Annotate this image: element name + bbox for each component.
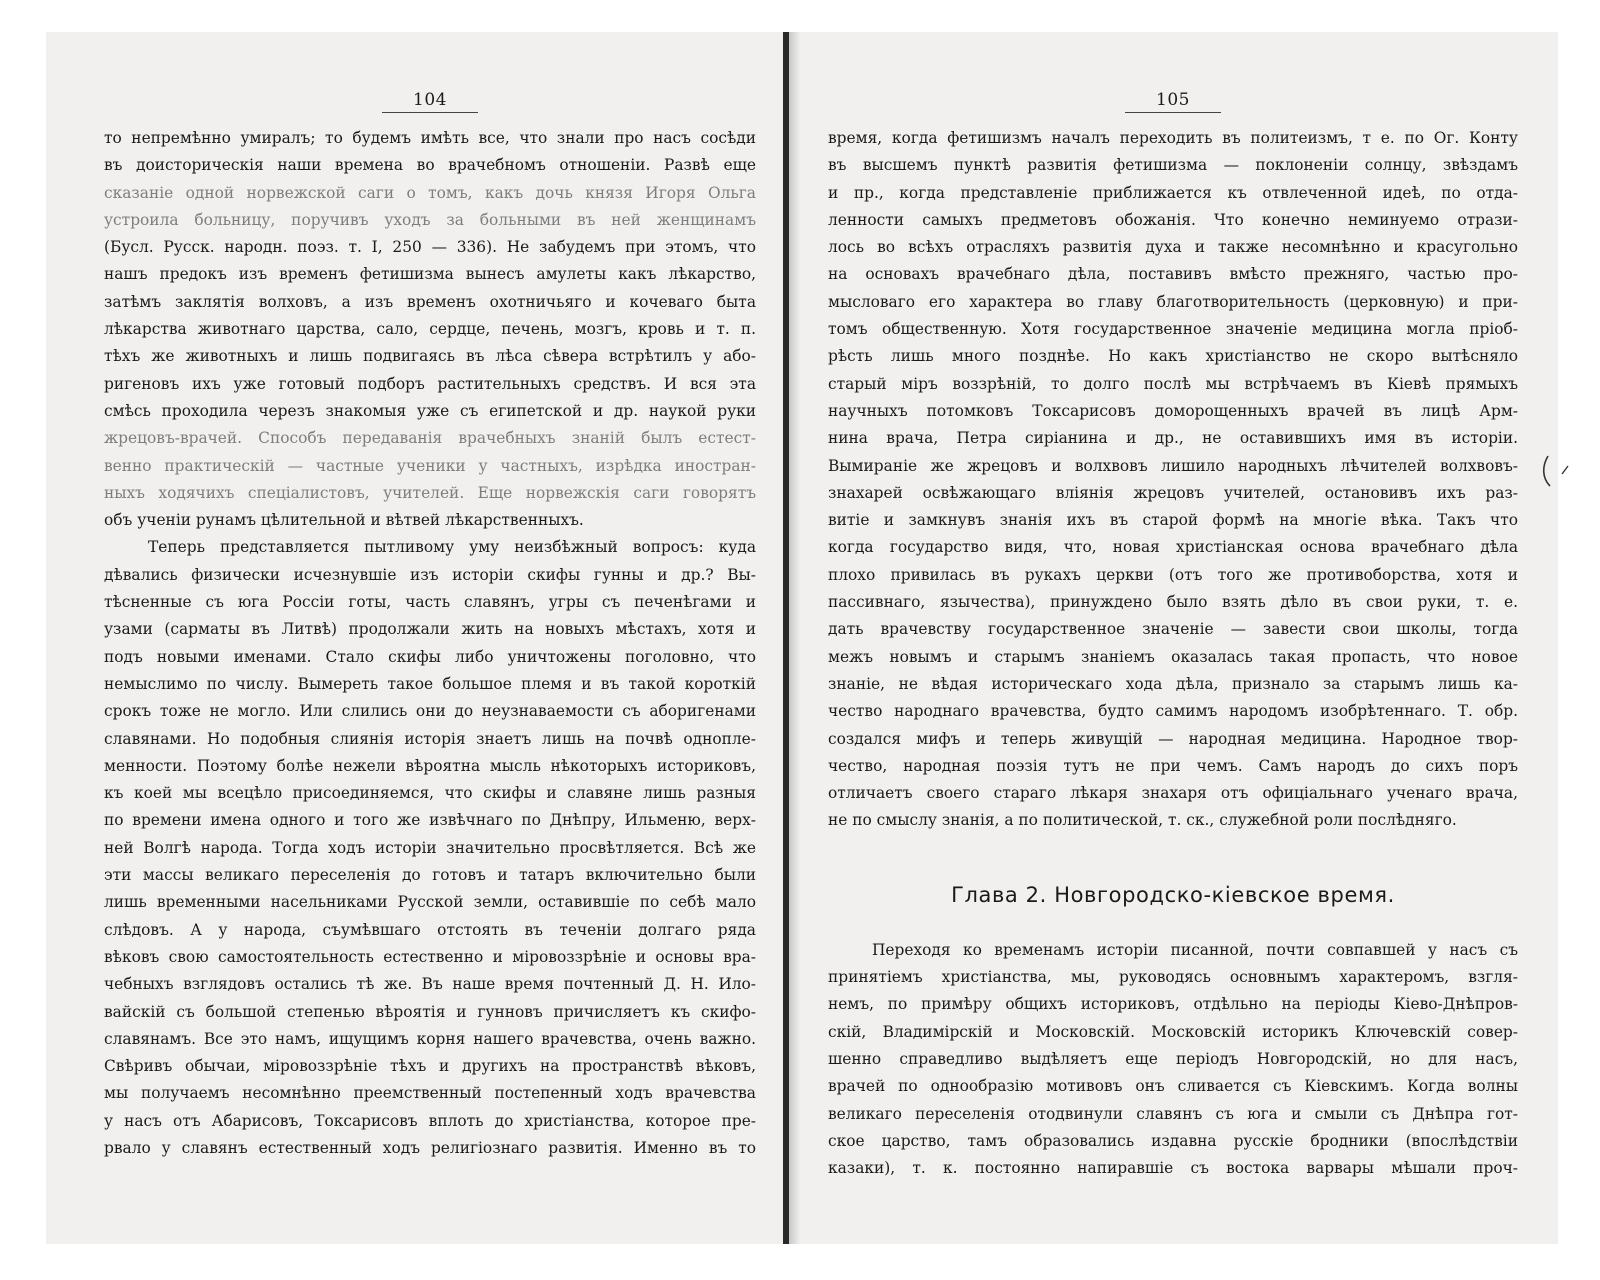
chapter-heading: Глава 2. Новгородско-кіевское время. [951, 882, 1395, 907]
text-line: мы получаемъ несомнѣнно преемственный постепенный ходъ врачевства [104, 1084, 756, 1103]
page-number-rule-right [1125, 112, 1221, 113]
left-page [46, 32, 784, 1244]
text-line: создался мифъ и теперь живущій — народная медицина. Народное твор- [828, 729, 1518, 748]
page-number-left: 104 [413, 90, 447, 110]
text-line: вайскій съ большой степенью вѣроятія и гунновъ причисляетъ къ скифо- [104, 1002, 756, 1021]
text-line: по времени имена одного и того же извѣчнаго по Днѣпру, Ильменю, верх- [104, 811, 756, 830]
text-line: слѣдовъ. А у народа, съумѣвшаго отстоять въ теченіи долгаго ряда [104, 920, 756, 939]
text-line: нашъ предокъ изъ временъ фетишизма вынесъ амулеты какъ лѣкарство, [104, 265, 756, 284]
text-line: объ ученіи рунамъ цѣлительной и вѣтвей лѣкарственныхъ. [104, 511, 584, 530]
text-line: срокъ тоже не могло. Или слились они до неузнаваемости съ аборигенами [104, 702, 756, 721]
handwritten-margin-mark [1536, 452, 1576, 492]
text-line: узами (сарматы въ Литвѣ) продолжали жить на новыхъ мѣстахъ, хотя и [104, 620, 756, 639]
text-line: межъ новымъ и старымъ знаніемъ оказалась такая пропасть, что новое [828, 647, 1518, 666]
text-line: венно практическій — частные ученики у частныхъ, изрѣдка иностран- [104, 456, 756, 475]
text-line: у насъ отъ Абарисовъ, Токсарисовъ вплоть до христіанства, которое пре- [104, 1111, 756, 1130]
text-line: чество народнаго врачевства, будто самимъ народомъ изобрѣтеннаго. Т. обр. [828, 702, 1518, 721]
text-line: славянамъ. Все это намъ, ищущимъ корня нашего врачевства, очень важно. [104, 1029, 756, 1048]
text-line: принятіемъ христіанства, мы, руководясь основнымъ характеромъ, взгля- [828, 968, 1518, 987]
text-line: устроила больницу, поручивъ уходъ за больными въ ней женщинамъ [104, 210, 756, 229]
text-line: ней Волгѣ народа. Тогда ходъ исторіи значительно просвѣтляется. Всѣ же [104, 838, 756, 857]
text-line: рѣсть лишь много позднѣе. Но какъ христіанство не скоро вытѣсняло [828, 347, 1518, 366]
text-line: казаки), т. к. постоянно напиравшіе съ востока варвары мѣшали проч- [828, 1159, 1518, 1178]
text-line: научныхъ потомковъ Токсарисовъ доморощенныхъ врачей въ лицѣ Арм- [828, 401, 1518, 420]
text-line: (Бусл. Русск. народн. поэз. т. I, 250 — 336). Не забудемъ при этомъ, что [104, 238, 756, 257]
text-line: менности. Поэтому болѣе нежели вѣроятна мысль нѣкоторыхъ историковъ, [104, 756, 756, 775]
text-line: жрецовъ-врачей. Способъ передаванія врачебныхъ знаній былъ естест- [104, 429, 756, 448]
text-line: скій, Владимірскій и Московскій. Московскій историкъ Ключевскій совер- [828, 1022, 1518, 1041]
text-line: въ высшемъ пунктѣ развитія фетишизма — поклоненіи солнцу, звѣздамъ [828, 156, 1518, 175]
text-line: Вымираніе же жрецовъ и волхвовъ лишило народныхъ лѣчителей волхвовъ- [828, 456, 1518, 475]
text-line: немъ, по примѣру общихъ историковъ, отдѣльно на періоды Кіево-Днѣпров- [828, 995, 1518, 1014]
text-line: лишь временными насельниками Русской земли, оставившіе по себѣ мало [104, 893, 756, 912]
text-line: ское царство, тамъ образовались издавна русскіе бродники (впослѣдствіи [828, 1131, 1518, 1150]
text-line: чебныхъ взглядовъ остались тѣ же. Въ наше время почтенный Д. Н. Ило- [104, 975, 756, 994]
text-line: тѣсненные съ юга Россіи готы, часть славянъ, угры съ печенѣгами и [104, 593, 756, 612]
page-number-right: 105 [1156, 90, 1190, 110]
text-line: то непремѣнно умиралъ; то будемъ имѣть все, что знали про насъ сосѣди [104, 129, 756, 147]
text-line: нина врача, Петра сиріанина и др., не оставившихъ имя въ исторіи. [828, 429, 1518, 448]
text-line: старый міръ воззрѣній, то долго послѣ мы встрѣчаемъ въ Кіевѣ прямыхъ [828, 374, 1518, 393]
text-line: затѣмъ заклятія волховъ, а изъ временъ охотничьяго и кочеваго быта [104, 292, 756, 311]
text-line: чество, народная поэзія тутъ не при чемъ. Самъ народъ до сихъ поръ [828, 756, 1518, 775]
text-line: дать врачевству государственное значеніе — завести свои школы, тогда [828, 620, 1518, 639]
text-line: дѣвались физически исчезнувшіе изъ исторіи скифы гунны и др.? Вы- [104, 565, 756, 584]
text-line: знаніе, не вѣдая историческаго хода дѣла, признало за старымъ лишь ка- [828, 674, 1518, 693]
text-line: время, когда фетишизмъ началъ переходить въ политеизмъ, т е. по Ог. Конту [828, 129, 1518, 147]
page-number-rule-left [382, 112, 478, 113]
text-line: великаго переселенія отодвинули славянъ съ юга и смыли съ Днѣпра гот- [828, 1104, 1518, 1123]
right-page-body-top [828, 125, 1518, 835]
text-line: сказаніе одной норвежской саги о томъ, какъ дочь князя Игоря Ольга [104, 183, 756, 202]
text-line: рвало у славянъ естественный ходъ религіознаго развитія. Именно въ то [104, 1138, 756, 1157]
text-line: не по смыслу знанія, а по политической, т. ск., служебной роли послѣдняго. [828, 811, 1457, 830]
text-line: плохо привилась въ рукахъ церкви (отъ того же противоборства, хотя и [828, 565, 1518, 584]
text-line: лось во всѣхъ отрасляхъ развитія духа и также несомнѣнно и красугольно [828, 238, 1518, 257]
text-line: ригеновъ ихъ уже готовый подборъ растительныхъ средствъ. И вся эта [104, 374, 756, 393]
text-line: Теперь представляется пытливому уму неизбѣжный вопросъ: куда [148, 538, 756, 557]
text-line: Свѣривъ обычаи, міровоззрѣніе тѣхъ и другихъ на пространствѣ вѣковъ, [104, 1057, 756, 1076]
text-line: шенно справедливо выдѣляетъ еще періодъ Новгородскій, но для насъ, [828, 1049, 1518, 1068]
text-line: вѣковъ свою самостоятельность естественно и міровоззрѣніе и основы вра- [104, 947, 756, 966]
text-line: когда государство видя, что, новая христіанская основа врачебнаго дѣла [828, 538, 1518, 557]
text-line: витіе и замкнувъ знанія ихъ въ старой формѣ на многіе вѣка. Такъ что [828, 511, 1518, 530]
text-line: подъ новыми именами. Стало скифы либо уничтожены поголовно, что [104, 647, 756, 666]
text-line: немыслимо по числу. Вымереть такое большое племя и въ такой короткій [104, 674, 756, 693]
right-page-body-bottom [828, 937, 1518, 1183]
text-line: лѣкарства животнаго царства, сало, сердце, печень, мозгъ, кровь и т. п. [104, 320, 756, 339]
text-line: эти массы великаго переселенія до готовъ и татаръ включительно были [104, 866, 756, 885]
gutter-shadow [789, 32, 800, 1244]
text-line: славянами. Но подобныя слиянія исторія знаетъ лишь на почвѣ однопле- [104, 729, 756, 748]
text-line: ленности самыхъ предметовъ обожанія. Что конечно неминуемо отрази- [828, 210, 1518, 229]
text-line: знахарей освѣжающаго вліянія жрецовъ учителей, остановивъ ихъ раз- [828, 483, 1518, 502]
text-line: тѣхъ же животныхъ и лишь подвигаясь въ лѣса сѣвера встрѣтилъ у або- [104, 347, 756, 366]
text-line: пассивнаго, язычества), принуждено было взять дѣло въ свои руки, т. е. [828, 593, 1518, 612]
text-line: смѣсь проходила черезъ знакомыя уже съ египетской и др. наукой руки [104, 401, 756, 420]
text-line: въ доисторическія наши времена во врачебномъ отношеніи. Развѣ еще [104, 156, 756, 175]
text-line: врачей по однообразію мотивовъ онъ сливается съ Кіевскимъ. Когда волны [828, 1077, 1518, 1096]
text-line: къ коей мы всецѣло присоединяемся, что скифы и славяне лишь разныя [104, 784, 756, 803]
book-spread-scan [46, 32, 1558, 1244]
text-line: на основахъ врачебнаго дѣла, поставивъ вмѣсто прежняго, частью про- [828, 265, 1518, 284]
text-line: мысловаго его характера во главу благотворительность (церковную) и при- [828, 292, 1518, 311]
text-line: и пр., когда представленіе приближается къ отвлеченной идеѣ, по отда- [828, 183, 1518, 202]
right-page [800, 32, 1558, 1244]
text-line: томъ общественную. Хотя государственное значеніе медицина могла пріоб- [828, 320, 1518, 339]
text-line: ныхъ ходячихъ спеціалистовъ, учителей. Еще норвежскія саги говорятъ [104, 483, 756, 502]
left-page-body [104, 125, 756, 1162]
text-line: отличаетъ своего стараго лѣкаря знахаря отъ офиціальнаго ученаго врача, [828, 784, 1518, 803]
text-line: Переходя ко временамъ исторіи писанной, почти совпавшей у насъ съ [872, 940, 1518, 959]
